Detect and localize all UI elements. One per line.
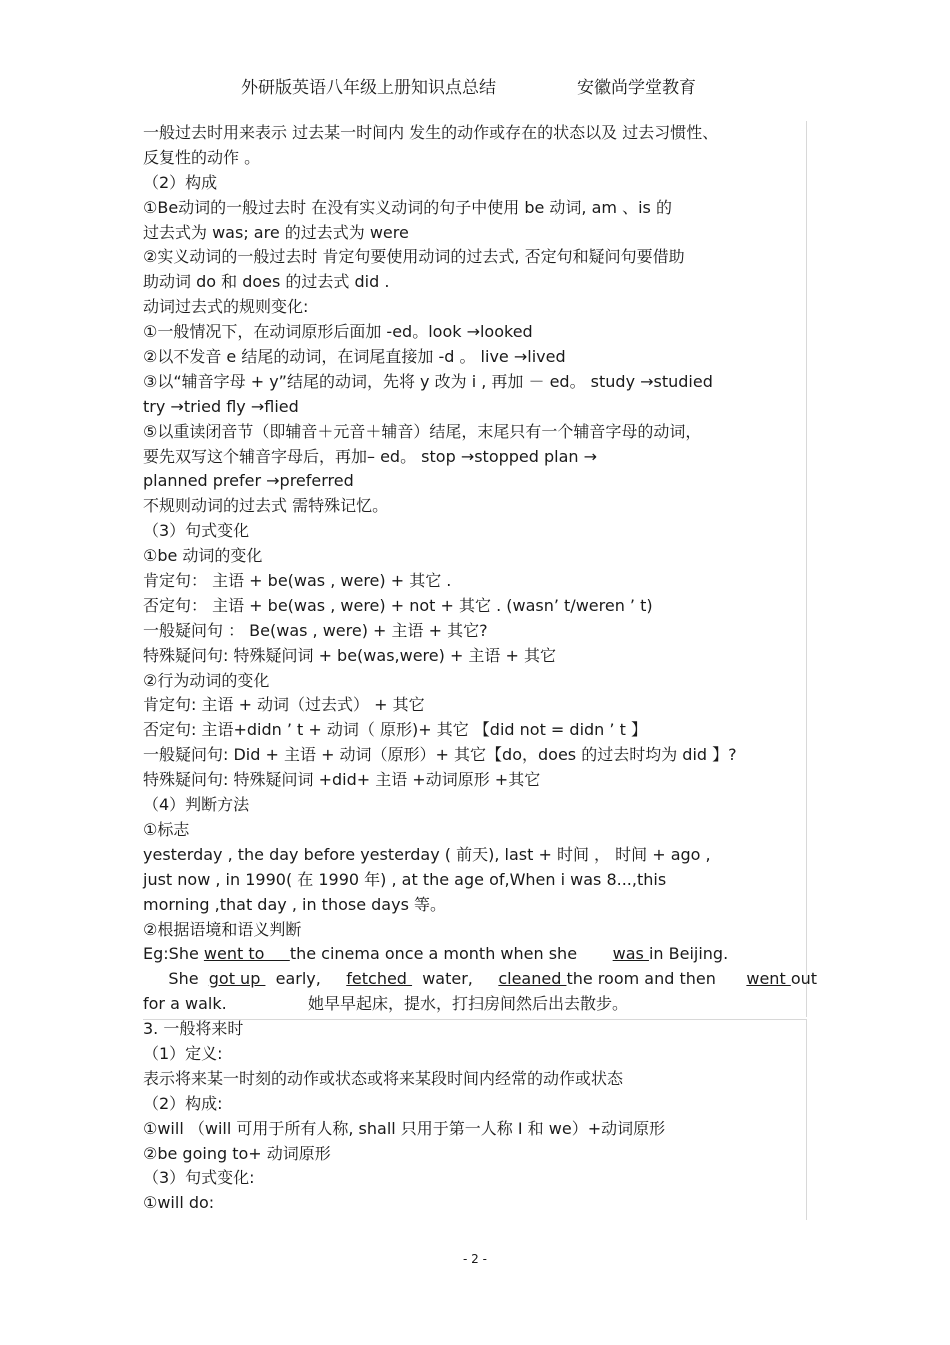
example-line-2 — [143, 967, 818, 992]
text-line: 要先双写这个辅音字母后，再加– ed。 stop →stopped plan → — [143, 446, 598, 466]
text-line: yesterday , the day before yesterday ( 前天), last + 时间 ， 时间 + ago , — [143, 844, 711, 864]
example-text: Eg:She — [143, 944, 204, 964]
text-line: 特殊疑问句: 特殊疑问词 + be(was,were) + 主语 + 其它 — [143, 645, 557, 665]
page-number: - 2 - — [463, 1252, 487, 1266]
text-line: 否定句： 主语 + be(was , were) + not + 其它 . (wasn’ t/weren ’ t) — [143, 595, 653, 615]
example-text: water, — [412, 969, 499, 989]
section-heading: （4）判断方法 — [143, 795, 250, 815]
page-header — [0, 73, 950, 97]
text-line: （3）句式变化: — [143, 1168, 255, 1188]
example-underlined-verb: got up — [208, 969, 266, 989]
text-line: （1）定义: — [143, 1043, 223, 1063]
text-line: 一般疑问句 ： Be(was , were) + 主语 + 其它? — [143, 620, 488, 640]
text-line: 肯定句: 主语 + 动词（过去式） + 其它 — [143, 695, 425, 715]
text-line: try →tried fly →flied — [143, 396, 299, 416]
table-border-right — [806, 121, 807, 1017]
text-line: ①be 动词的变化 — [143, 546, 263, 566]
text-line: 特殊疑问句: 特殊疑问词 +did+ 主语 +动词原形 +其它 — [143, 770, 541, 790]
text-line: 肯定句： 主语 + be(was , were) + 其它 . — [143, 571, 452, 591]
example-text: in Beijing. — [648, 944, 729, 964]
text-line: （2）构成: — [143, 1093, 223, 1113]
text-line: ①will （will 可用于所有人称, shall 只用于第一人称 I 和 we）+动词原形 — [143, 1118, 666, 1138]
example-line-1 — [143, 942, 805, 967]
header-organization: 安徽尚学堂教育 — [577, 78, 696, 98]
text-line: morning ,that day , in those days 等。 — [143, 894, 446, 914]
example-underlined-verb: cleaned — [498, 969, 567, 989]
table-border-right-lower — [806, 1020, 807, 1220]
text-line: 表示将来某一时刻的动作或状态或将来某段时间内经常的动作或状态 — [143, 1068, 624, 1088]
text-line: 反复性的动作 。 — [143, 147, 261, 167]
example-text: early, — [265, 969, 347, 989]
document-body — [143, 121, 818, 1216]
header-title: 外研版英语八年级上册知识点总结 — [241, 78, 496, 98]
section-heading: （2）构成 — [143, 172, 218, 192]
example-underlined-verb: went to — [203, 944, 290, 964]
section-heading: 3. 一般将来时 — [143, 1019, 244, 1039]
text-line: 助动词 do 和 does 的过去式 did . — [143, 272, 390, 292]
text-line: ①Be动词的一般过去时 在没有实义动词的句子中使用 be 动词, am 、is 的 — [143, 197, 672, 217]
text-line: 否定句: 主语+didn ’ t + 动词（ 原形)+ 其它 【did not = didn ’ t 】 — [143, 720, 647, 740]
text-line: planned prefer →preferred — [143, 471, 354, 491]
text-line: ①标志 — [143, 819, 190, 839]
example-underlined-verb: was — [612, 944, 649, 964]
example-text: She — [143, 969, 209, 989]
text-line: 不规则动词的过去式 需特殊记忆。 — [143, 496, 389, 516]
text-line: ②行为动词的变化 — [143, 670, 270, 690]
text-line: ③以“辅音字母 + y”结尾的动词，先将 y 改为 i , 再加 － ed。 study →studied — [143, 371, 713, 391]
text-line: ①will do: — [143, 1193, 215, 1213]
text-line: ②实义动词的一般过去时 肯定句要使用动词的过去式, 否定句和疑问句要借助 — [143, 247, 685, 267]
example-text: the cinema once a month when she — [289, 944, 613, 964]
section-heading: （3）句式变化 — [143, 521, 250, 541]
text-line: 一般疑问句: Did + 主语 + 动词（原形）+ 其它【do，does 的过去时均为 did 】? — [143, 745, 737, 765]
text-line: 一般过去时用来表示 过去某一时间内 发生的动作或存在的状态以及 过去习惯性、 — [143, 123, 719, 142]
text-line: ①一般情况下，在动词原形后面加 -ed。look →looked — [143, 322, 533, 342]
text-line: just now , in 1990( 在 1990 年) , at the age of,When i was 8...,this — [143, 869, 667, 889]
example-text: out — [790, 969, 818, 989]
example-line-3: for a walk. 她早早起床，提水，打扫房间然后出去散步。 — [143, 994, 629, 1014]
example-text: the room and then — [566, 969, 747, 989]
text-line: 过去式为 was; are 的过去式为 were — [143, 222, 409, 242]
text-line: ②be going to+ 动词原形 — [143, 1143, 331, 1163]
text-line: ②根据语境和语义判断 — [143, 919, 302, 939]
text-line: ②以不发音 e 结尾的动词，在词尾直接加 -d 。 live →lived — [143, 347, 566, 367]
text-line: 动词过去式的规则变化: — [143, 297, 309, 317]
example-underlined-verb: fetched — [346, 969, 413, 989]
text-line: ⑤以重读闭音节（即辅音＋元音＋辅音）结尾，末尾只有一个辅音字母的动词， — [143, 421, 702, 441]
example-underlined-verb: went — [746, 969, 791, 989]
